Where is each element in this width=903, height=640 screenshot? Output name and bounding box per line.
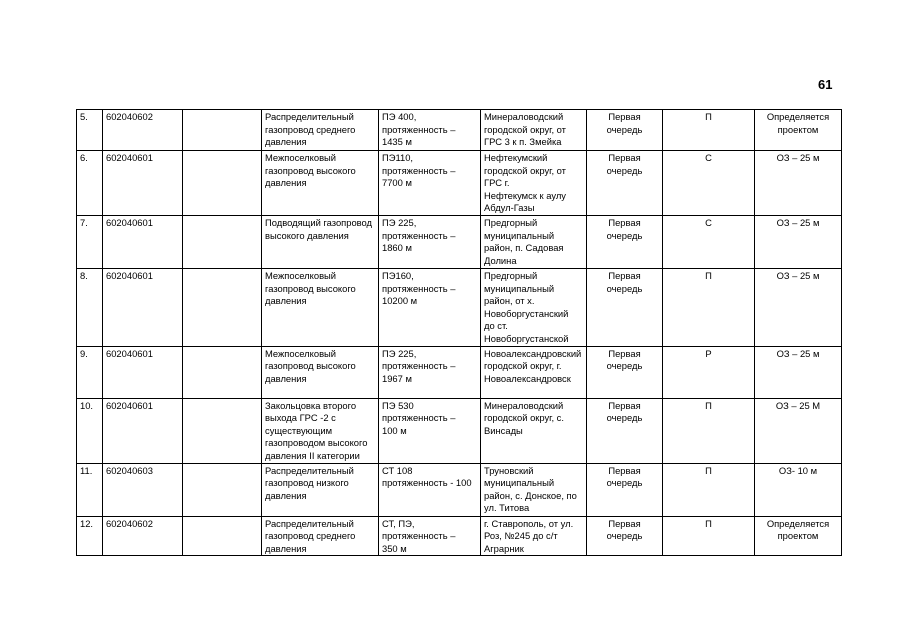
queue-value: Первая очередь [606, 399, 643, 424]
object-name: Распределительный газопровод среднего давления [265, 111, 356, 148]
object-params-cell [379, 463, 481, 516]
queue-value: Первая очередь [606, 111, 643, 135]
row-number: 6. [80, 152, 88, 163]
category-cell [663, 463, 755, 516]
object-code-cell [103, 346, 183, 398]
category-value: П [705, 111, 712, 122]
empty-cell [183, 268, 262, 346]
empty-cell [183, 110, 262, 151]
object-name: Распределительный газопровод низкого давления [265, 464, 354, 501]
object-params-cell [379, 268, 481, 346]
table-row [77, 463, 842, 516]
object-params-cell [379, 346, 481, 398]
row-number-cell [77, 151, 103, 216]
zone-value: Определяется проектом [766, 517, 830, 542]
table-row [77, 516, 842, 556]
category-cell [663, 346, 755, 398]
category-value: П [705, 399, 712, 411]
row-number-cell [77, 516, 103, 556]
row-number: 9. [80, 347, 88, 359]
object-params: ПЭ 225, протяженность – 1860 м [382, 216, 456, 254]
category-cell [663, 215, 755, 268]
zone-cell [755, 151, 842, 216]
object-name: Межпоселковый газопровод высокого давления [265, 269, 356, 307]
table-row [77, 215, 842, 268]
object-location-cell [481, 398, 587, 463]
object-params: ПЭ110, протяженность – 7700 м [382, 152, 456, 189]
category-cell [663, 398, 755, 463]
object-name-cell [262, 398, 379, 463]
table-row [77, 110, 842, 151]
row-number-cell [77, 346, 103, 398]
category-value: П [705, 269, 712, 281]
object-code-cell [103, 268, 183, 346]
object-location-cell [481, 516, 587, 556]
object-location: Нефтекумский городской округ, от ГРС г. Нефтекумск к аулу Абдул-Газы [484, 152, 566, 214]
object-location-cell [481, 268, 587, 346]
object-location-cell [481, 151, 587, 216]
object-params-cell [379, 215, 481, 268]
objects-table [76, 109, 842, 556]
object-name-cell [262, 151, 379, 216]
row-number: 12. [80, 517, 94, 529]
queue-value: Первая очередь [606, 269, 643, 294]
table-row [77, 268, 842, 346]
category-cell [663, 516, 755, 556]
object-code: 602040601 [106, 216, 153, 228]
object-code: 602040601 [106, 399, 153, 411]
object-params-cell [379, 516, 481, 556]
object-code: 602040601 [106, 152, 153, 163]
object-location: Новоалександровский городской округ, г. Новоалександровск [484, 347, 582, 384]
table-row [77, 151, 842, 216]
zone-cell [755, 110, 842, 151]
category-cell [663, 110, 755, 151]
object-location: Минераловодский городской округ, от ГРС 3 к п. Змейка [484, 111, 566, 148]
category-value: Р [705, 347, 712, 359]
empty-cell [183, 215, 262, 268]
object-location-cell [481, 215, 587, 268]
object-code: 602040602 [106, 111, 153, 122]
zone-value: Определяется проектом [766, 111, 830, 135]
object-location: Предгорный муниципальный район, п. Садовая Долина [484, 216, 564, 266]
empty-cell [183, 398, 262, 463]
zone-cell [755, 398, 842, 463]
object-name-cell [262, 516, 379, 556]
object-code: 602040601 [106, 347, 153, 359]
object-code-cell [103, 516, 183, 556]
object-params: ПЭ 225, протяженность – 1967 м [382, 347, 456, 384]
object-location-cell [481, 463, 587, 516]
queue-value: Первая очередь [606, 464, 643, 489]
queue-cell [587, 346, 663, 398]
row-number: 11. [80, 464, 93, 476]
empty-cell [183, 516, 262, 556]
object-code: 602040603 [106, 464, 153, 476]
zone-value: ОЗ – 25 м [776, 269, 820, 281]
zone-cell [755, 268, 842, 346]
queue-value: Первая очередь [606, 216, 643, 241]
zone-cell [755, 346, 842, 398]
queue-value: Первая очередь [606, 152, 643, 176]
object-name: Распределительный газопровод среднего давления [265, 517, 356, 554]
object-name: Межпоселковый газопровод высокого давления [265, 347, 356, 384]
zone-cell [755, 215, 842, 268]
row-number: 10. [80, 399, 94, 411]
object-location: г. Ставрополь, от ул. Роз, №245 до с/т Аграрник [484, 517, 574, 554]
object-location: Предгорный муниципальный район, от х. Новоборгустанский до ст. Новоборгустанской [484, 269, 569, 344]
queue-cell [587, 268, 663, 346]
object-code-cell [103, 151, 183, 216]
object-params-cell [379, 398, 481, 463]
object-code-cell [103, 463, 183, 516]
page-number: 61 [818, 77, 833, 92]
object-location-cell [481, 346, 587, 398]
queue-value: Первая очередь [606, 347, 643, 372]
empty-cell [183, 463, 262, 516]
category-cell [663, 151, 755, 216]
object-code: 602040601 [106, 269, 153, 281]
queue-cell [587, 398, 663, 463]
row-number: 7. [80, 216, 88, 228]
queue-cell [587, 463, 663, 516]
empty-cell [183, 346, 262, 398]
object-params: СТ 108 протяженность - 100 [382, 464, 472, 489]
row-number-cell [77, 268, 103, 346]
category-value: С [705, 152, 712, 163]
object-name-cell [262, 215, 379, 268]
queue-cell [587, 516, 663, 556]
queue-value: Первая очередь [606, 517, 643, 542]
object-params-cell [379, 151, 481, 216]
object-params: ПЭ 400, протяженность – 1435 м [382, 111, 456, 148]
row-number-cell [77, 398, 103, 463]
empty-cell [183, 151, 262, 216]
row-number-cell [77, 215, 103, 268]
object-params: ПЭ160, протяженность – 10200 м [382, 269, 456, 307]
object-code-cell [103, 110, 183, 151]
object-location-cell [481, 110, 587, 151]
zone-cell [755, 516, 842, 556]
object-name-cell [262, 110, 379, 151]
category-cell [663, 268, 755, 346]
object-params-cell [379, 110, 481, 151]
object-params: ПЭ 530 протяженность – 100 м [382, 399, 456, 436]
row-number-cell [77, 110, 103, 151]
queue-cell [587, 110, 663, 151]
object-name: Закольцовка второго выхода ГРС -2 с существующим газопроводом высокого давления II категории [265, 399, 368, 461]
row-number: 8. [80, 269, 88, 281]
zone-value: ОЗ – 25 М [775, 399, 821, 411]
queue-cell [587, 151, 663, 216]
row-number-cell [77, 463, 103, 516]
category-value: П [705, 464, 712, 476]
object-name-cell [262, 346, 379, 398]
object-code-cell [103, 398, 183, 463]
object-params: СТ, ПЭ, протяженность – 350 м [382, 517, 456, 554]
table-row [77, 398, 842, 463]
row-number: 5. [80, 111, 88, 122]
object-code-cell [103, 215, 183, 268]
object-name: Межпоселковый газопровод высокого давления [265, 152, 356, 189]
zone-value: ОЗ- 10 м [778, 464, 818, 476]
object-location: Минераловодский городской округ, с. Винсады [484, 399, 564, 436]
queue-cell [587, 215, 663, 268]
zone-value: ОЗ – 25 м [776, 216, 820, 228]
category-value: П [705, 517, 712, 529]
object-name-cell [262, 268, 379, 346]
object-location: Труновский муниципальный район, с. Донское, по ул. Титова [484, 464, 577, 514]
zone-cell [755, 463, 842, 516]
zone-value: ОЗ – 25 м [776, 152, 820, 163]
category-value: С [705, 216, 712, 228]
table-row [77, 346, 842, 398]
object-name: Подводящий газопровод высокого давления [265, 216, 373, 241]
object-code: 602040602 [106, 517, 153, 529]
object-name-cell [262, 463, 379, 516]
zone-value: ОЗ – 25 м [776, 347, 820, 359]
